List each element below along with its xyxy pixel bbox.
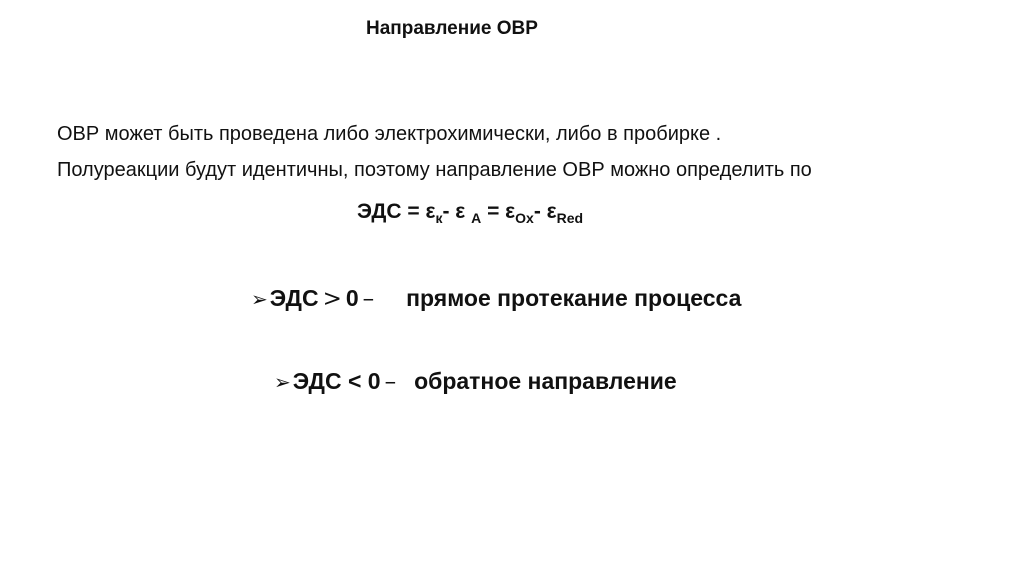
bullet-zero: 0	[361, 368, 381, 394]
formula-lhs: ЭДС = ε	[357, 200, 436, 223]
emf-formula	[357, 200, 583, 224]
bullet-emf-label: ЭДС	[269, 285, 319, 311]
paragraph-electrochemical: ОВР может быть проведена либо электрохимически, либо в пробирке .	[57, 123, 722, 145]
bullet-negative-emf	[274, 368, 677, 395]
formula-eq-2: = ε	[481, 200, 516, 223]
formula-minus-2: - ε	[533, 200, 557, 223]
greater-than-sign: >	[322, 286, 342, 312]
bullet-emf-label: ЭДС <	[292, 368, 362, 394]
formula-sub-ox: Ox	[515, 210, 534, 226]
bullet-text: обратное направление	[414, 368, 677, 394]
bullet-zero: 0	[345, 285, 359, 311]
slide-title: Направление ОВР	[366, 18, 538, 39]
formula-minus-1: - ε	[442, 200, 472, 223]
formula-sub-red: Red	[556, 210, 584, 226]
paragraph-half-reactions: Полуреакции будут идентичны, поэтому направление ОВР можно определить по	[57, 159, 812, 181]
bullet-dash: –	[384, 369, 397, 395]
arrow-bullet-icon: ➢	[274, 370, 291, 394]
arrow-bullet-icon: ➢	[251, 287, 268, 311]
formula-sub-k: к	[435, 210, 443, 226]
bullet-text: прямое протекание процесса	[406, 285, 742, 311]
bullet-positive-emf	[251, 285, 741, 312]
formula-sub-a: А	[471, 210, 482, 226]
bullet-dash: –	[362, 286, 375, 312]
